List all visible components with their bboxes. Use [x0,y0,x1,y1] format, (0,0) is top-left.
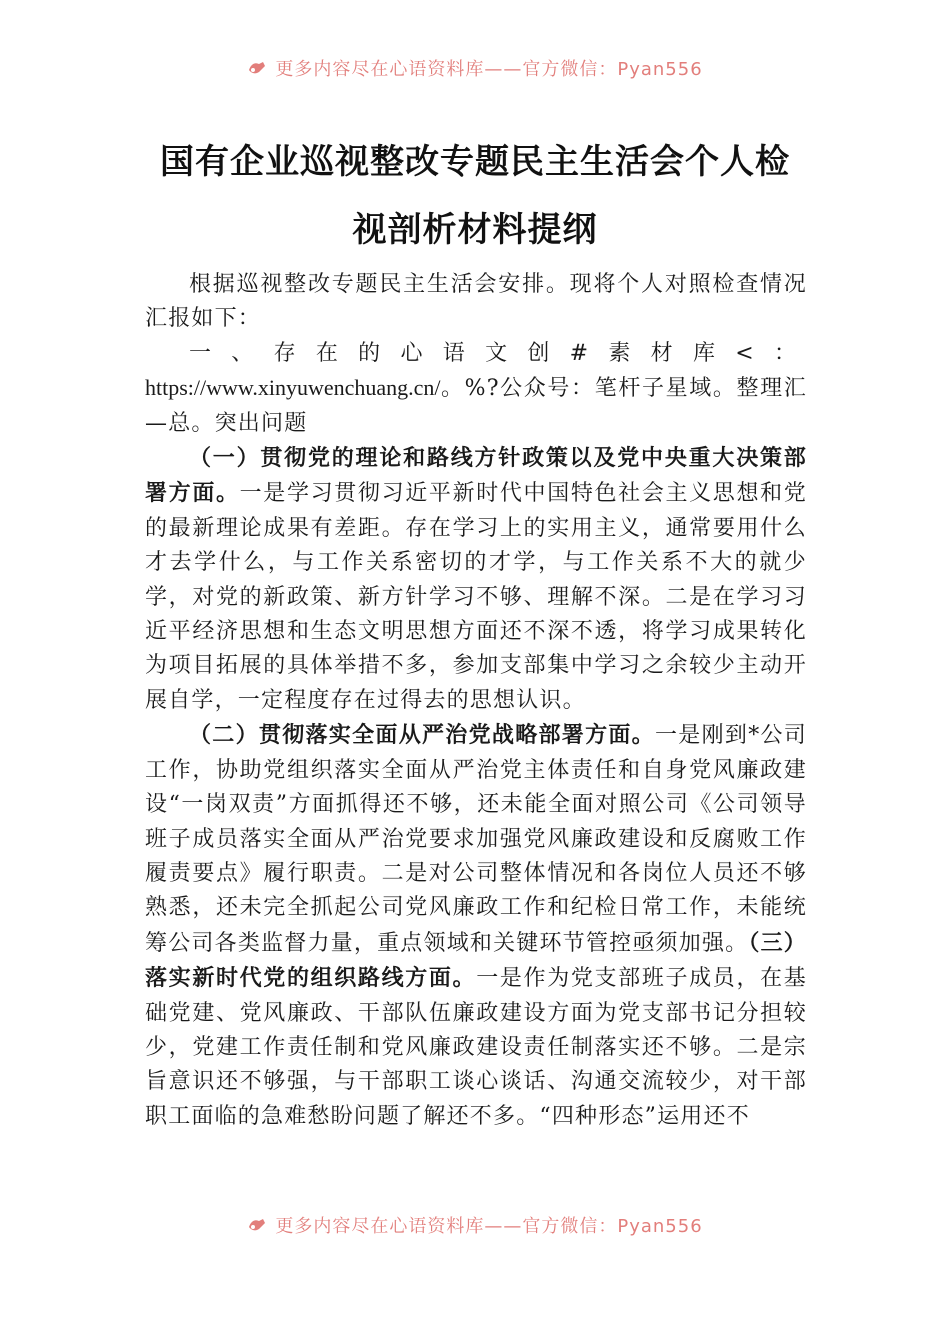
item2-heading: （二）贯彻落实全面从严治党战略部署方面。 [189,722,655,749]
watermark-text: 更多内容尽在心语资料库——官方微信：Pyan556 [275,59,703,80]
intro-paragraph: 根据巡视整改专题民主生活会安排。现将个人对照检查情况汇报如下： [145,272,807,332]
section1-url-part1: https:// [145,375,207,401]
watermark-footer [0,1205,950,1245]
document-body [145,268,807,1134]
item3-body: 一是作为党支部班子成员，在基础党建、党风廉政、干部队伍廉政建设方面为党支部书记分担较少，党建工作责任制和党风廉政建设责任制落实还不够。二是宗旨意识还不够强，与干部职工谈心谈话、沟通交流较少，对干部职工面临的急难愁盼问题了解还不多。“四种形态”运用还不 [145,966,807,1129]
section1-paragraph [145,337,807,441]
watermark-text: 更多内容尽在心语资料库——官方微信：Pyan556 [275,1216,703,1237]
section1-url-part2: www.xinyuwenchuang.cn/ [206,375,441,401]
item3-heading: （三）落实新时代党的组织路线方面。 [145,929,808,992]
section1-prefix: 一、存在的心语文创#素材库<： [189,340,807,366]
document-title-line1: 国有企业巡视整改专题民主生活会个人检 [160,142,790,182]
item1-heading: （一）贯彻党的理论和路线方针政策以及党中央重大决策部署方面。 [145,445,807,507]
item2-body: 一是刚到*公司工作，协助党组织落实全面从严治党主体责任和自身党风廉政建设“一岗双责”方面抓得还不够，还未能全面对照公司《公司领导班子成员落实全面从严治党要求加强党风廉政建设和反腐败工作履责要点》履行职责。二是对公司整体情况和各岗位人员还不够熟悉，还未完全抓起公司党风廉政工作和纪检日常工作，未能统筹公司各类监督力量，重点领域和关键环节管控亟须加强。 [145,723,807,956]
handshake-logo-icon [247,58,267,78]
document-title-line2: 视剖析材料提纲 [352,210,598,250]
item1-paragraph [145,441,807,718]
handshake-logo-icon [247,1215,267,1235]
section1-suffix: 。%?公众号：笔杆子星域。整理汇—总。突出问题 [145,376,807,436]
item2-paragraph [145,718,807,1134]
watermark-header [0,48,950,88]
item1-body: 一是学习贯彻习近平新时代中国特色社会主义思想和党的最新理论成果有差距。存在学习上的实用主义，通常要用什么才去学什么，与工作关系密切的才学，与工作关系不大的就少学，对党的新政策、新方针学习不够、理解不深。二是在学习习近平经济思想和生态文明思想方面还不深不透，将学习成果转化为项目拓展的具体举措不多，参加支部集中学习之余较少主动开展自学，一定程度存在过得去的思想认识。 [145,481,807,713]
